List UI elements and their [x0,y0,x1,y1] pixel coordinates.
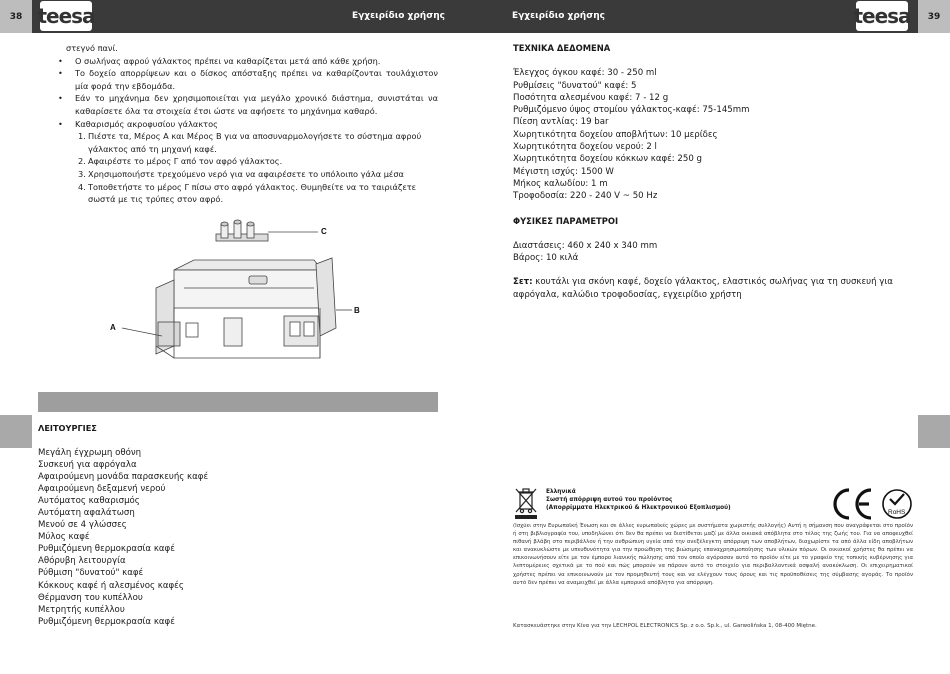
figure-label-b: B [354,306,360,315]
spec-item: Χωρητικότητα δοχείου νερού: 2 l [513,142,657,153]
rohs-label: RoHS [888,509,906,516]
spec-item: Τροφοδοσία: 220 - 240 V ~ 50 Hz [513,191,658,202]
spec-item: Βάρος: 10 κιλά [513,253,579,264]
left-page-number: 38 [0,0,32,33]
functions-list [38,447,208,628]
cleaning-instructions [66,42,438,206]
step-item: 4. Τοποθετήστε το μέρος Γ πίσω στο αφρό γάλακτος. Θυμηθείτε να το ταιριάζετε σωστά με τις τρύπες στον αφρό. [78,181,417,205]
function-item: Μενού σε 4 γλώσσες [38,520,127,531]
physical-params-title: ΦΥΣΙΚΕΣ ΠΑΡΑΜΕΤΡΟΙ [513,215,619,226]
spec-item: Ρυθμιζόμενο ύψος στομίου γάλακτος-καφέ: 75-145mm [513,105,750,116]
ce-rohs-marks-icon [831,486,913,522]
step-item: 1. Πιέστε τα, Μέρος Α και Μέρος Β για να αποσυναρμολογήσετε το σύστημα αφρού γάλακτος από τη μηχανή καφέ. [78,131,422,154]
function-item: Μεγάλη έγχρωμη οθόνη [38,448,142,458]
spec-item: Πίεση αντλίας: 19 bar [513,117,609,128]
set-label: Σετ: [513,277,533,288]
function-item: Ρύθμιση "δυνατού" καφέ [38,568,144,579]
intro-line: στεγνό πανί. [66,43,118,53]
function-item: Ρυθμιζόμενη θερμοκρασία καφέ [38,616,175,627]
milk-frother-diagram [104,218,386,368]
left-side-tab [0,415,32,448]
right-page-number: 39 [918,0,950,33]
right-header-title: Εγχειρίδιο χρήσης [512,11,605,21]
weee-body-text: (Ισχύει στην Ευρωπαϊκή Ένωση και σε άλλες ευρωπαϊκές χώρες με συστήματα χωριστής συλλογής) Αυτή η σήμανση που αναγράφεται στο προϊόν ή στη βιβλιογραφία του, υποδηλώνει ότι δεν θα πρέπει να διατίθεται μαζί με άλλα οικιακά απόβλητα στο τέλος της ζωής του. Για να αποφευχθεί πιθανή βλάβη στο περιβάλλον ή την ανθρώπινη υγεία από την ανεξέλεγκτη απόρριψη των αποβλήτων, διαχωρίστε τα από άλλα είδη αποβλήτων και ανακυκλώστε με υπευθυνότητα για την προώθηση της βιώσιμης επαναχρησιμοποίησης των υλικών πόρων. Οι οικιακοί χρήστες θα πρέπει να επικοινωνήσουν είτε με τον έμπορο λιανικής πώλησης από τον οποίο αγόρασαν αυτό το προϊόν είτε με το γραφείο της τοπικής κυβέρνησης για λεπτομέρειες σχετικά με το πού και πώς μπορούν να πάρουν αυτό το στοιχείο για περιβαλλοντικά ασφαλή ανακύκλωση. Οι επιχειρηματικοί χρήστες πρέπει να επικοινωνούν με τον προμηθευτή τους και να ελέγχουν τους όρους και τις προϋποθέσεις της σύμβασης αγοράς. Το προϊόν αυτό δεν πρέπει να αναμειχθεί με άλλα εμπορικά απόβλητα για απόρριψη. [513,523,913,586]
function-item: Μετρητής κυπέλλου [38,604,125,615]
figure-label-c: C [321,227,327,236]
function-item: Αφαιρούμενη μονάδα παρασκευής καφέ [38,472,209,483]
bullet-item: • Εάν το μηχάνημα δεν χρησιμοποιείται για μεγάλο χρονικό διάστημα, συνιστάται να καθαρίσετε όλα τα στοιχεία έτσι ώστε να αφήσετε το μηχάνημα καθαρό. [66,92,438,117]
spec-item: Μήκος καλωδίου: 1 m [513,178,608,189]
step-item: 2. Αφαιρέστε το μέρος Γ από τον αφρό γάλακτος. [78,156,283,167]
functions-title: ΛΕΙΤΟΥΡΓΙΕΣ [38,423,97,433]
set-contents [513,276,893,301]
function-item: Ρυθμιζόμενη θερμοκρασία καφέ [38,544,175,555]
header-bar [0,0,950,33]
left-logo: teesa [40,1,92,31]
right-side-tab [918,415,950,448]
bullet-item: • Ο σωλήνας αφρού γάλακτος πρέπει να καθαρίζεται μετά από κάθε χρήση. [66,55,438,68]
function-item: Αθόρυβη λειτουργία [38,556,126,567]
spec-item: Έλεγχος όγκου καφέ: 30 - 250 ml [513,68,657,79]
bullet-item: • Το δοχείο απορρίψεων και ο δίσκος απόσταξης πρέπει να καθαρίζονται τουλάχιστον μία φορά την εβδομάδα. [66,67,438,92]
spec-item: Ρυθμίσεις "δυνατού" καφέ: 5 [513,80,637,91]
nozzle-steps [78,130,438,206]
crossed-bin-icon [513,486,539,520]
spec-item: Διαστάσεις: 460 x 240 x 340 mm [513,240,658,251]
function-item: Κόκκους καφέ ή αλεσμένος καφές [38,580,184,591]
manufacturer-footer: Κατασκευάστηκε στην Κίνα για την LECHPOL ELECTRONICS Sp. z o.o. Sp.k., ul. Garwolińska 1, 08-400 Miętne. [513,623,817,629]
function-item: Μύλος καφέ [38,532,90,543]
function-item: Θέρμανση του κυπέλλου [38,592,143,603]
function-item: Συσκευή για αφρόγαλα [38,460,137,471]
tech-data-title: ΤΕΧΝΙΚΑ ΔΕΔΟΜΕΝΑ [513,43,611,53]
spec-item: Χωρητικότητα δοχείου αποβλήτων: 10 μερίδες [513,129,718,140]
cleaning-bullets [66,55,438,131]
figure-label-a: A [110,323,116,332]
specifications [513,42,893,301]
weee-heading: Ελληνικά Σωστή απόρριψη αυτού του προϊόντος (Απορρίμματα Ηλεκτρικού & Ηλεκτρονικού Εξοπλισμού) [546,489,731,512]
set-text: κουτάλι για σκόνη καφέ, δοχείο γάλακτος, ελαστικός σωλήνας για τη συσκευή για αφρόγαλα, καλώδιο τροφοδοσίας, εγχειρίδιο χρήστη [513,277,893,300]
phys-spec-list [513,240,893,265]
function-item: Αφαιρούμενη δεξαμενή νερού [38,484,166,495]
function-item: Αυτόματος καθαρισμός [38,496,140,507]
spec-item: Χωρητικότητα δοχείου κόκκων καφέ: 250 g [513,154,703,165]
right-logo: teesa [856,1,908,31]
left-header-title: Εγχειρίδιο χρήσης [352,11,445,21]
bullet-item: • Καθαρισμός ακροφυσίου γάλακτος [66,118,438,131]
spec-item: Ποσότητα αλεσμένου καφέ: 7 - 12 g [513,92,669,103]
step-item: 3. Χρησιμοποιήστε τρεχούμενο νερό για να αφαιρέσετε το υπόλοιπο γάλα μέσα [78,168,404,179]
tech-spec-list [513,67,893,202]
section-divider-bar [38,392,438,412]
spec-item: Μέγιστη ισχύς: 1500 W [513,166,614,177]
function-item: Αυτόματη αφαλάτωση [38,508,135,519]
